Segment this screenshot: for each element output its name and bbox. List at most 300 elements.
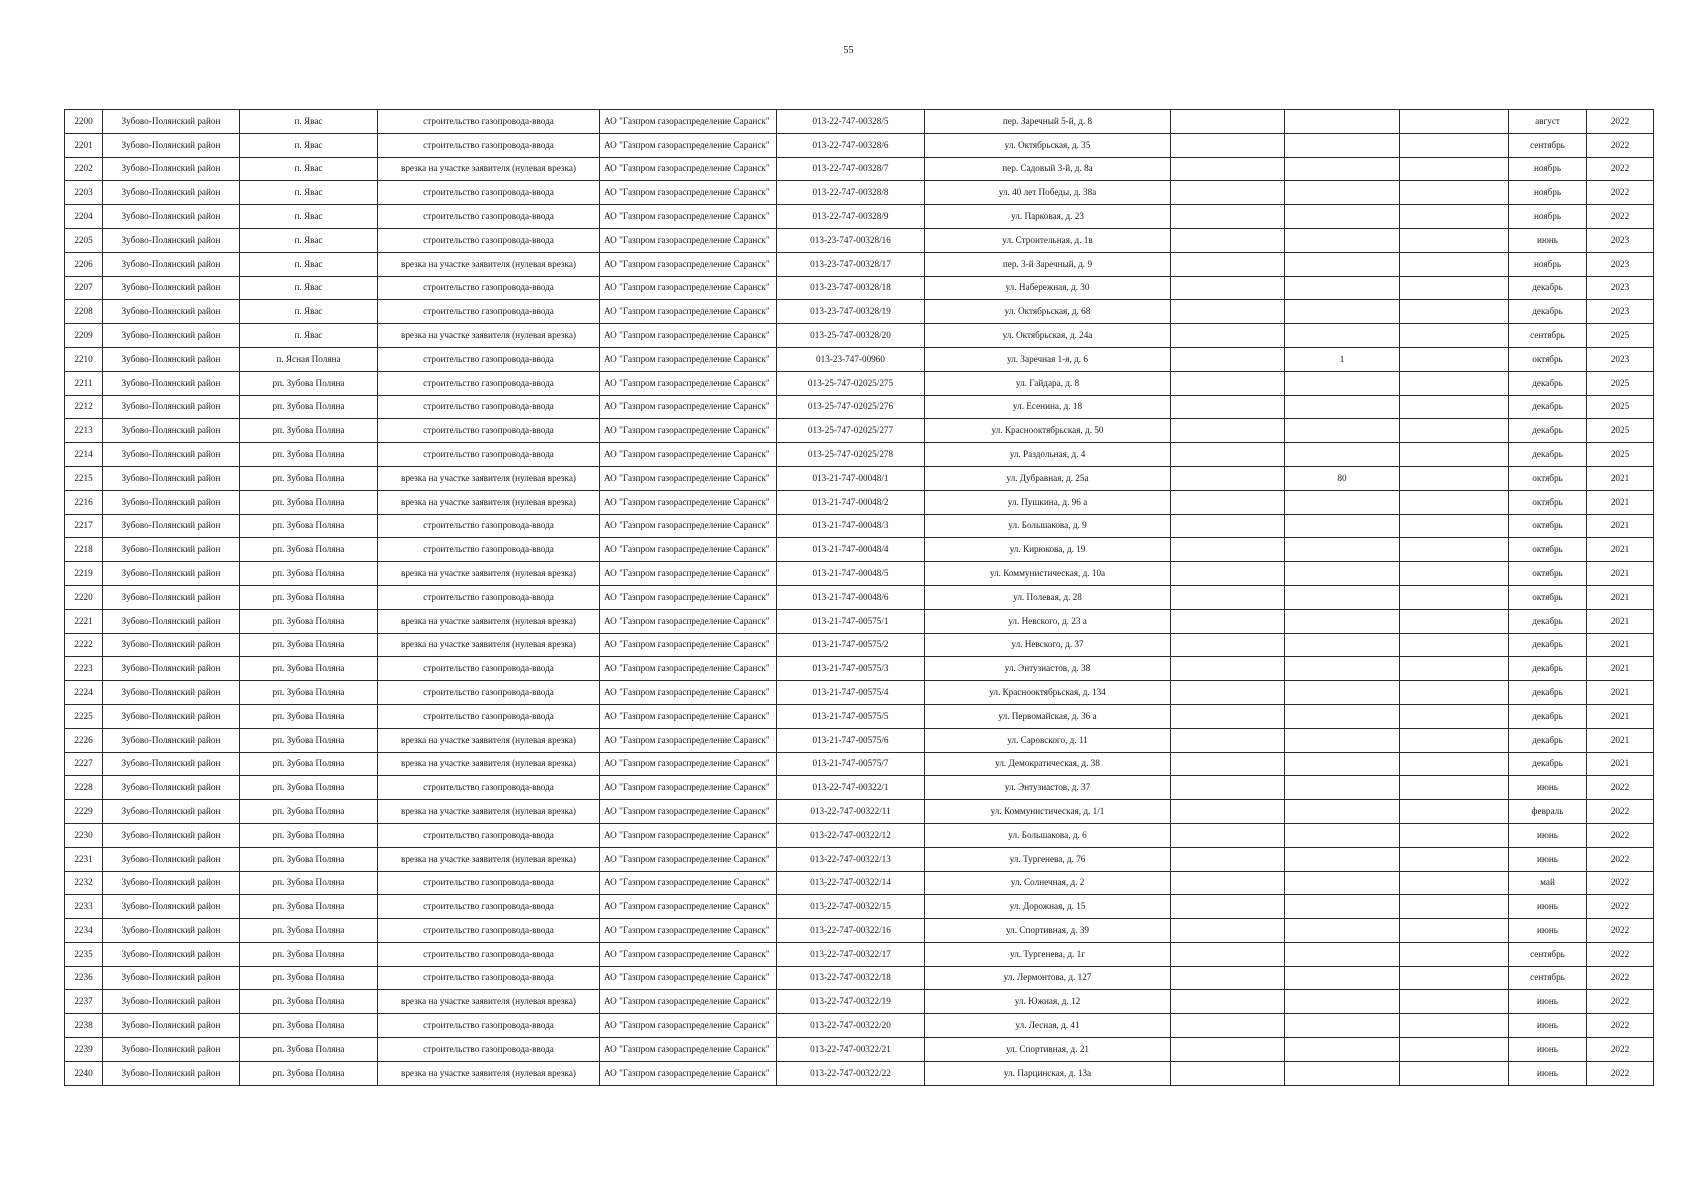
extra-cell-1 [1171, 728, 1285, 752]
month-cell: ноябрь [1509, 157, 1587, 181]
table-row [65, 324, 1654, 348]
work-type-cell: строительство газопровода-ввода [378, 1038, 600, 1062]
extra-cell-2 [1285, 1061, 1400, 1085]
district-cell: Зубово-Полянский район [103, 990, 240, 1014]
district-cell: Зубово-Полянский район [103, 371, 240, 395]
contract-number-cell: 013-23-747-00328/16 [777, 228, 925, 252]
district-cell: Зубово-Полянский район [103, 942, 240, 966]
organization-cell: АО "Газпром газораспределение Саранск" [600, 585, 777, 609]
year-cell: 2022 [1587, 110, 1654, 134]
address-cell: пер. Садовый 3-й, д. 8а [925, 157, 1171, 181]
contract-number-cell: 013-22-747-00328/5 [777, 110, 925, 134]
district-cell: Зубово-Полянский район [103, 919, 240, 943]
work-type-cell: врезка на участке заявителя (нулевая врезка) [378, 728, 600, 752]
extra-cell-2 [1285, 324, 1400, 348]
work-type-cell: строительство газопровода-ввода [378, 181, 600, 205]
month-cell: декабрь [1509, 657, 1587, 681]
row-number-cell: 2231 [65, 847, 103, 871]
organization-cell: АО "Газпром газораспределение Саранск" [600, 657, 777, 681]
district-cell: Зубово-Полянский район [103, 728, 240, 752]
address-cell: ул. Тургенева, д. 1г [925, 942, 1171, 966]
work-type-cell: строительство газопровода-ввода [378, 966, 600, 990]
extra-cell-3 [1400, 252, 1509, 276]
address-cell: ул. Парковая, д. 23 [925, 205, 1171, 229]
month-cell: июнь [1509, 823, 1587, 847]
district-cell: Зубово-Полянский район [103, 871, 240, 895]
table-row [65, 942, 1654, 966]
contract-number-cell: 013-22-747-00322/16 [777, 919, 925, 943]
year-cell: 2021 [1587, 681, 1654, 705]
extra-cell-3 [1400, 704, 1509, 728]
row-number-cell: 2216 [65, 490, 103, 514]
settlement-cell: п. Явас [240, 276, 378, 300]
extra-cell-2 [1285, 300, 1400, 324]
year-cell: 2022 [1587, 823, 1654, 847]
settlement-cell: рп. Зубова Поляна [240, 371, 378, 395]
address-cell: ул. Большакова, д. 6 [925, 823, 1171, 847]
month-cell: февраль [1509, 800, 1587, 824]
work-type-cell: строительство газопровода-ввода [378, 419, 600, 443]
contract-number-cell: 013-22-747-00322/19 [777, 990, 925, 1014]
settlement-cell: рп. Зубова Поляна [240, 657, 378, 681]
address-cell: ул. Лесная, д. 41 [925, 1014, 1171, 1038]
district-cell: Зубово-Полянский район [103, 847, 240, 871]
extra-cell-2 [1285, 800, 1400, 824]
district-cell: Зубово-Полянский район [103, 1014, 240, 1038]
contract-number-cell: 013-22-747-00322/20 [777, 1014, 925, 1038]
table-row [65, 181, 1654, 205]
work-type-cell: врезка на участке заявителя (нулевая врезка) [378, 562, 600, 586]
address-cell: ул. Лермонтова, д. 127 [925, 966, 1171, 990]
contract-number-cell: 013-23-747-00328/17 [777, 252, 925, 276]
contract-number-cell: 013-22-747-00322/21 [777, 1038, 925, 1062]
month-cell: декабрь [1509, 728, 1587, 752]
settlement-cell: рп. Зубова Поляна [240, 562, 378, 586]
extra-cell-2 [1285, 728, 1400, 752]
row-number-cell: 2225 [65, 704, 103, 728]
extra-cell-2 [1285, 538, 1400, 562]
month-cell: декабрь [1509, 752, 1587, 776]
extra-cell-2 [1285, 419, 1400, 443]
year-cell: 2022 [1587, 1061, 1654, 1085]
extra-cell-2 [1285, 633, 1400, 657]
address-cell: ул. Коммунистическая, д. 10а [925, 562, 1171, 586]
month-cell: июнь [1509, 1014, 1587, 1038]
extra-cell-1 [1171, 276, 1285, 300]
extra-cell-2 [1285, 395, 1400, 419]
extra-cell-1 [1171, 205, 1285, 229]
extra-cell-3 [1400, 538, 1509, 562]
month-cell: сентябрь [1509, 324, 1587, 348]
month-cell: июнь [1509, 228, 1587, 252]
settlement-cell: рп. Зубова Поляна [240, 1038, 378, 1062]
organization-cell: АО "Газпром газораспределение Саранск" [600, 871, 777, 895]
extra-cell-2 [1285, 609, 1400, 633]
address-cell: ул. Невского, д. 37 [925, 633, 1171, 657]
address-cell: ул. Солнечная, д. 2 [925, 871, 1171, 895]
table-row [65, 228, 1654, 252]
year-cell: 2022 [1587, 1038, 1654, 1062]
year-cell: 2023 [1587, 252, 1654, 276]
work-type-cell: строительство газопровода-ввода [378, 110, 600, 134]
year-cell: 2021 [1587, 704, 1654, 728]
contract-number-cell: 013-22-747-00322/22 [777, 1061, 925, 1085]
year-cell: 2022 [1587, 847, 1654, 871]
table-row [65, 966, 1654, 990]
contract-number-cell: 013-21-747-00575/6 [777, 728, 925, 752]
settlement-cell: рп. Зубова Поляна [240, 728, 378, 752]
settlement-cell: рп. Зубова Поляна [240, 419, 378, 443]
settlement-cell: рп. Зубова Поляна [240, 1014, 378, 1038]
contract-number-cell: 013-25-747-02025/278 [777, 443, 925, 467]
extra-cell-1 [1171, 181, 1285, 205]
organization-cell: АО "Газпром газораспределение Саранск" [600, 847, 777, 871]
work-type-cell: врезка на участке заявителя (нулевая врезка) [378, 490, 600, 514]
extra-cell-3 [1400, 300, 1509, 324]
district-cell: Зубово-Полянский район [103, 157, 240, 181]
month-cell: июнь [1509, 1038, 1587, 1062]
year-cell: 2025 [1587, 419, 1654, 443]
month-cell: ноябрь [1509, 252, 1587, 276]
extra-cell-2 [1285, 847, 1400, 871]
settlement-cell: п. Явас [240, 133, 378, 157]
settlement-cell: п. Явас [240, 300, 378, 324]
contract-number-cell: 013-22-747-00328/9 [777, 205, 925, 229]
extra-cell-1 [1171, 871, 1285, 895]
extra-cell-3 [1400, 776, 1509, 800]
extra-cell-2 [1285, 514, 1400, 538]
table-row [65, 562, 1654, 586]
district-cell: Зубово-Полянский район [103, 466, 240, 490]
extra-cell-2 [1285, 276, 1400, 300]
year-cell: 2022 [1587, 776, 1654, 800]
address-cell: ул. Саровского, д. 11 [925, 728, 1171, 752]
month-cell: июнь [1509, 895, 1587, 919]
row-number-cell: 2230 [65, 823, 103, 847]
contract-number-cell: 013-25-747-02025/275 [777, 371, 925, 395]
month-cell: сентябрь [1509, 133, 1587, 157]
extra-cell-3 [1400, 752, 1509, 776]
month-cell: октябрь [1509, 562, 1587, 586]
month-cell: сентябрь [1509, 966, 1587, 990]
row-number-cell: 2207 [65, 276, 103, 300]
month-cell: октябрь [1509, 466, 1587, 490]
settlement-cell: п. Ясная Поляна [240, 347, 378, 371]
year-cell: 2021 [1587, 514, 1654, 538]
organization-cell: АО "Газпром газораспределение Саранск" [600, 919, 777, 943]
settlement-cell: рп. Зубова Поляна [240, 990, 378, 1014]
settlement-cell: рп. Зубова Поляна [240, 919, 378, 943]
year-cell: 2021 [1587, 538, 1654, 562]
table-row [65, 752, 1654, 776]
extra-cell-1 [1171, 919, 1285, 943]
registry-table [64, 109, 1654, 1086]
contract-number-cell: 013-21-747-00575/3 [777, 657, 925, 681]
year-cell: 2021 [1587, 562, 1654, 586]
extra-cell-3 [1400, 800, 1509, 824]
address-cell: ул. Демократическая, д. 38 [925, 752, 1171, 776]
work-type-cell: врезка на участке заявителя (нулевая врезка) [378, 990, 600, 1014]
organization-cell: АО "Газпром газораспределение Саранск" [600, 276, 777, 300]
extra-cell-3 [1400, 490, 1509, 514]
extra-cell-3 [1400, 633, 1509, 657]
month-cell: июнь [1509, 919, 1587, 943]
month-cell: октябрь [1509, 514, 1587, 538]
address-cell: пер. Заречный 5-й, д. 8 [925, 110, 1171, 134]
row-number-cell: 2228 [65, 776, 103, 800]
district-cell: Зубово-Полянский район [103, 514, 240, 538]
district-cell: Зубово-Полянский район [103, 776, 240, 800]
work-type-cell: строительство газопровода-ввода [378, 133, 600, 157]
organization-cell: АО "Газпром газораспределение Саранск" [600, 609, 777, 633]
settlement-cell: рп. Зубова Поляна [240, 752, 378, 776]
row-number-cell: 2205 [65, 228, 103, 252]
row-number-cell: 2227 [65, 752, 103, 776]
work-type-cell: строительство газопровода-ввода [378, 443, 600, 467]
year-cell: 2021 [1587, 728, 1654, 752]
district-cell: Зубово-Полянский район [103, 562, 240, 586]
extra-cell-2 [1285, 181, 1400, 205]
address-cell: ул. Краснооктябрьская, д. 50 [925, 419, 1171, 443]
extra-cell-2 [1285, 823, 1400, 847]
settlement-cell: рп. Зубова Поляна [240, 538, 378, 562]
month-cell: декабрь [1509, 633, 1587, 657]
year-cell: 2025 [1587, 395, 1654, 419]
contract-number-cell: 013-21-747-00575/4 [777, 681, 925, 705]
table-row [65, 823, 1654, 847]
row-number-cell: 2221 [65, 609, 103, 633]
extra-cell-2: 80 [1285, 466, 1400, 490]
settlement-cell: п. Явас [240, 252, 378, 276]
address-cell: ул. Дубравная, д. 25а [925, 466, 1171, 490]
address-cell: ул. Спортивная, д. 21 [925, 1038, 1171, 1062]
extra-cell-1 [1171, 538, 1285, 562]
contract-number-cell: 013-22-747-00322/13 [777, 847, 925, 871]
extra-cell-3 [1400, 942, 1509, 966]
row-number-cell: 2217 [65, 514, 103, 538]
contract-number-cell: 013-22-747-00328/7 [777, 157, 925, 181]
table-row [65, 395, 1654, 419]
extra-cell-3 [1400, 1014, 1509, 1038]
year-cell: 2023 [1587, 347, 1654, 371]
address-cell: ул. Раздольная, д. 4 [925, 443, 1171, 467]
organization-cell: АО "Газпром газораспределение Саранск" [600, 252, 777, 276]
extra-cell-3 [1400, 205, 1509, 229]
row-number-cell: 2203 [65, 181, 103, 205]
work-type-cell: строительство газопровода-ввода [378, 681, 600, 705]
settlement-cell: рп. Зубова Поляна [240, 443, 378, 467]
year-cell: 2022 [1587, 800, 1654, 824]
address-cell: ул. Кирюкова, д. 19 [925, 538, 1171, 562]
row-number-cell: 2222 [65, 633, 103, 657]
address-cell: ул. Октябрьская, д. 35 [925, 133, 1171, 157]
extra-cell-1 [1171, 752, 1285, 776]
contract-number-cell: 013-21-747-00048/4 [777, 538, 925, 562]
district-cell: Зубово-Полянский район [103, 895, 240, 919]
organization-cell: АО "Газпром газораспределение Саранск" [600, 157, 777, 181]
settlement-cell: рп. Зубова Поляна [240, 871, 378, 895]
settlement-cell: рп. Зубова Поляна [240, 942, 378, 966]
district-cell: Зубово-Полянский район [103, 823, 240, 847]
year-cell: 2025 [1587, 443, 1654, 467]
table-row [65, 300, 1654, 324]
settlement-cell: рп. Зубова Поляна [240, 704, 378, 728]
year-cell: 2021 [1587, 490, 1654, 514]
row-number-cell: 2214 [65, 443, 103, 467]
table-row [65, 157, 1654, 181]
extra-cell-2: 1 [1285, 347, 1400, 371]
work-type-cell: врезка на участке заявителя (нулевая врезка) [378, 466, 600, 490]
district-cell: Зубово-Полянский район [103, 966, 240, 990]
row-number-cell: 2235 [65, 942, 103, 966]
work-type-cell: врезка на участке заявителя (нулевая врезка) [378, 847, 600, 871]
extra-cell-1 [1171, 847, 1285, 871]
contract-number-cell: 013-22-747-00322/17 [777, 942, 925, 966]
table-row [65, 538, 1654, 562]
address-cell: ул. Набережная, д. 30 [925, 276, 1171, 300]
extra-cell-3 [1400, 395, 1509, 419]
extra-cell-1 [1171, 157, 1285, 181]
settlement-cell: рп. Зубова Поляна [240, 800, 378, 824]
row-number-cell: 2210 [65, 347, 103, 371]
month-cell: июнь [1509, 847, 1587, 871]
row-number-cell: 2226 [65, 728, 103, 752]
extra-cell-3 [1400, 990, 1509, 1014]
row-number-cell: 2239 [65, 1038, 103, 1062]
row-number-cell: 2238 [65, 1014, 103, 1038]
settlement-cell: п. Явас [240, 324, 378, 348]
address-cell: ул. Парцинская, д. 13а [925, 1061, 1171, 1085]
year-cell: 2022 [1587, 895, 1654, 919]
contract-number-cell: 013-22-747-00322/18 [777, 966, 925, 990]
address-cell: ул. Спортивная, д. 39 [925, 919, 1171, 943]
work-type-cell: строительство газопровода-ввода [378, 942, 600, 966]
extra-cell-3 [1400, 895, 1509, 919]
extra-cell-3 [1400, 585, 1509, 609]
contract-number-cell: 013-22-747-00328/8 [777, 181, 925, 205]
month-cell: май [1509, 871, 1587, 895]
contract-number-cell: 013-23-747-00328/19 [777, 300, 925, 324]
month-cell: декабрь [1509, 704, 1587, 728]
row-number-cell: 2234 [65, 919, 103, 943]
month-cell: ноябрь [1509, 181, 1587, 205]
address-cell: ул. Большакова, д. 9 [925, 514, 1171, 538]
row-number-cell: 2237 [65, 990, 103, 1014]
table-row [65, 490, 1654, 514]
table-row [65, 728, 1654, 752]
settlement-cell: п. Явас [240, 181, 378, 205]
organization-cell: АО "Газпром газораспределение Саранск" [600, 728, 777, 752]
row-number-cell: 2202 [65, 157, 103, 181]
work-type-cell: строительство газопровода-ввода [378, 347, 600, 371]
extra-cell-2 [1285, 110, 1400, 134]
year-cell: 2022 [1587, 205, 1654, 229]
row-number-cell: 2206 [65, 252, 103, 276]
settlement-cell: рп. Зубова Поляна [240, 609, 378, 633]
contract-number-cell: 013-23-747-00960 [777, 347, 925, 371]
row-number-cell: 2212 [65, 395, 103, 419]
year-cell: 2023 [1587, 228, 1654, 252]
year-cell: 2022 [1587, 966, 1654, 990]
contract-number-cell: 013-21-747-00575/2 [777, 633, 925, 657]
extra-cell-1 [1171, 704, 1285, 728]
extra-cell-3 [1400, 514, 1509, 538]
year-cell: 2021 [1587, 466, 1654, 490]
organization-cell: АО "Газпром газораспределение Саранск" [600, 395, 777, 419]
contract-number-cell: 013-22-747-00322/12 [777, 823, 925, 847]
extra-cell-1 [1171, 228, 1285, 252]
settlement-cell: рп. Зубова Поляна [240, 681, 378, 705]
work-type-cell: строительство газопровода-ввода [378, 919, 600, 943]
extra-cell-3 [1400, 919, 1509, 943]
year-cell: 2022 [1587, 871, 1654, 895]
work-type-cell: строительство газопровода-ввода [378, 514, 600, 538]
year-cell: 2021 [1587, 585, 1654, 609]
address-cell: ул. Тургенева, д. 76 [925, 847, 1171, 871]
extra-cell-2 [1285, 252, 1400, 276]
extra-cell-2 [1285, 871, 1400, 895]
row-number-cell: 2218 [65, 538, 103, 562]
extra-cell-3 [1400, 133, 1509, 157]
table-row [65, 205, 1654, 229]
settlement-cell: рп. Зубова Поляна [240, 776, 378, 800]
year-cell: 2023 [1587, 300, 1654, 324]
extra-cell-3 [1400, 324, 1509, 348]
district-cell: Зубово-Полянский район [103, 276, 240, 300]
extra-cell-2 [1285, 895, 1400, 919]
row-number-cell: 2200 [65, 110, 103, 134]
settlement-cell: рп. Зубова Поляна [240, 847, 378, 871]
table-row [65, 847, 1654, 871]
row-number-cell: 2208 [65, 300, 103, 324]
row-number-cell: 2224 [65, 681, 103, 705]
table-row [65, 776, 1654, 800]
organization-cell: АО "Газпром газораспределение Саранск" [600, 1014, 777, 1038]
extra-cell-1 [1171, 800, 1285, 824]
extra-cell-3 [1400, 609, 1509, 633]
district-cell: Зубово-Полянский район [103, 657, 240, 681]
settlement-cell: рп. Зубова Поляна [240, 895, 378, 919]
extra-cell-3 [1400, 562, 1509, 586]
row-number-cell: 2219 [65, 562, 103, 586]
extra-cell-3 [1400, 181, 1509, 205]
extra-cell-3 [1400, 1038, 1509, 1062]
month-cell: июнь [1509, 990, 1587, 1014]
extra-cell-1 [1171, 324, 1285, 348]
district-cell: Зубово-Полянский район [103, 228, 240, 252]
row-number-cell: 2240 [65, 1061, 103, 1085]
work-type-cell: строительство газопровода-ввода [378, 657, 600, 681]
settlement-cell: рп. Зубова Поляна [240, 585, 378, 609]
contract-number-cell: 013-25-747-02025/276 [777, 395, 925, 419]
work-type-cell: строительство газопровода-ввода [378, 776, 600, 800]
work-type-cell: строительство газопровода-ввода [378, 538, 600, 562]
extra-cell-3 [1400, 276, 1509, 300]
table-row [65, 514, 1654, 538]
row-number-cell: 2211 [65, 371, 103, 395]
row-number-cell: 2215 [65, 466, 103, 490]
extra-cell-1 [1171, 371, 1285, 395]
organization-cell: АО "Газпром газораспределение Саранск" [600, 704, 777, 728]
district-cell: Зубово-Полянский район [103, 490, 240, 514]
district-cell: Зубово-Полянский район [103, 181, 240, 205]
page-number: 55 [843, 45, 854, 56]
district-cell: Зубово-Полянский район [103, 752, 240, 776]
row-number-cell: 2204 [65, 205, 103, 229]
contract-number-cell: 013-25-747-02025/277 [777, 419, 925, 443]
district-cell: Зубово-Полянский район [103, 633, 240, 657]
organization-cell: АО "Газпром газораспределение Саранск" [600, 324, 777, 348]
